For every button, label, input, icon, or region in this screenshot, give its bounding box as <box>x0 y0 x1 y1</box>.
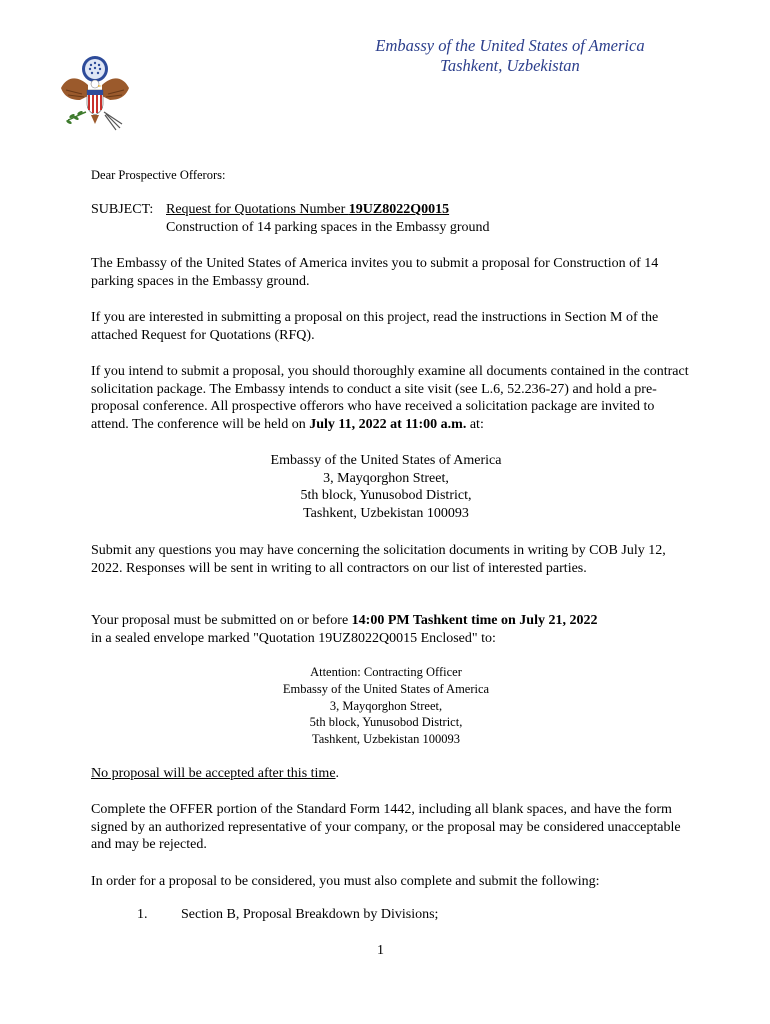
salutation: Dear Prospective Offerors: <box>91 168 226 182</box>
submission-prefix: Your proposal must be submitted on or before <box>91 613 352 628</box>
submission-suffix: in a sealed envelope marked "Quotation 19UZ8022Q0015 Enclosed" to: <box>91 630 496 646</box>
address-line: Tashkent, Uzbekistan 100093 <box>311 732 461 747</box>
address-line: Embassy of the United States of America <box>282 681 490 696</box>
submission-deadline: 14:00 PM Tashkent time on July 21, 2022 <box>351 613 598 628</box>
address-conference <box>91 452 681 522</box>
great-seal-eagle-icon <box>58 52 132 134</box>
address-line: 5th block, Yunusobod District, <box>300 488 472 504</box>
paragraph-requirements: In order for a proposal to be considered, you must also complete and submit the following: <box>91 874 600 889</box>
address-line: 5th block, Yunusobod District, <box>309 715 463 730</box>
paragraph-conference <box>91 363 691 433</box>
conference-suffix: at: <box>466 416 484 432</box>
notice-end: . <box>335 766 340 781</box>
letterhead-line-1: Embassy of the United States of America <box>375 36 645 55</box>
paragraph-invitation: The Embassy of the United States of America invites you to submit a proposal for Construction of 14 parking spaces in the Embassy ground. <box>91 256 659 289</box>
paragraph-questions: Submit any questions you may have concerning the solicitation documents in writing by COB July 12, 2022. Responses will be sent in writing to all contractors on our list of interested parties. <box>91 543 666 576</box>
address-line: 3, Mayqorghon Street, <box>323 470 449 486</box>
address-line: Embassy of the United States of America <box>270 453 502 468</box>
subject-line-2: Construction of 14 parking spaces in the Embassy ground <box>166 219 490 235</box>
notice-text: No proposal will be accepted after this time <box>91 766 336 781</box>
subject-block <box>91 201 691 236</box>
address-line: Tashkent, Uzbekistan 100093 <box>303 505 469 521</box>
subject-rfq-number: 19UZ8022Q0015 <box>348 202 450 217</box>
address-line: 3, Mayqorghon Street, <box>329 698 443 713</box>
letterhead-line-2: Tashkent, Uzbekistan <box>440 56 580 75</box>
conference-date: July 11, 2022 at 11:00 a.m. <box>309 416 467 432</box>
list-item-number: 1. <box>137 907 148 922</box>
paragraph-submission <box>91 612 691 647</box>
subject-label: SUBJECT: <box>91 202 154 217</box>
subject-rfq-prefix: Request for Quotations Number <box>166 202 349 217</box>
list-item-text: Section B, Proposal Breakdown by Divisions; <box>181 907 439 922</box>
address-contracting-officer <box>91 664 681 748</box>
page-number: 1 <box>377 943 384 958</box>
notice <box>91 765 691 783</box>
address-line: Attention: Contracting Officer <box>310 665 462 679</box>
letterhead <box>330 36 690 76</box>
conference-text: If you intend to submit a proposal, you should thoroughly examine all documents contained in the contract solicitation package. The Embassy intends to conduct a site visit (see L.6, 52.236-27) and hold a pre-proposal conference. All prospective offerors who have received a solicitation package are invited to attend. The conference will be held on <box>91 364 689 432</box>
paragraph-instructions: If you are interested in submitting a proposal on this project, read the instructions in Section M of the attached Request for Quotations (RFQ). <box>91 310 659 343</box>
subject-rfq <box>166 202 449 217</box>
paragraph-offer-form: Complete the OFFER portion of the Standard Form 1442, including all blank spaces, and have the form signed by an authorized representative of your company, or the proposal may be considered unacceptable and may be rejected. <box>91 802 681 853</box>
